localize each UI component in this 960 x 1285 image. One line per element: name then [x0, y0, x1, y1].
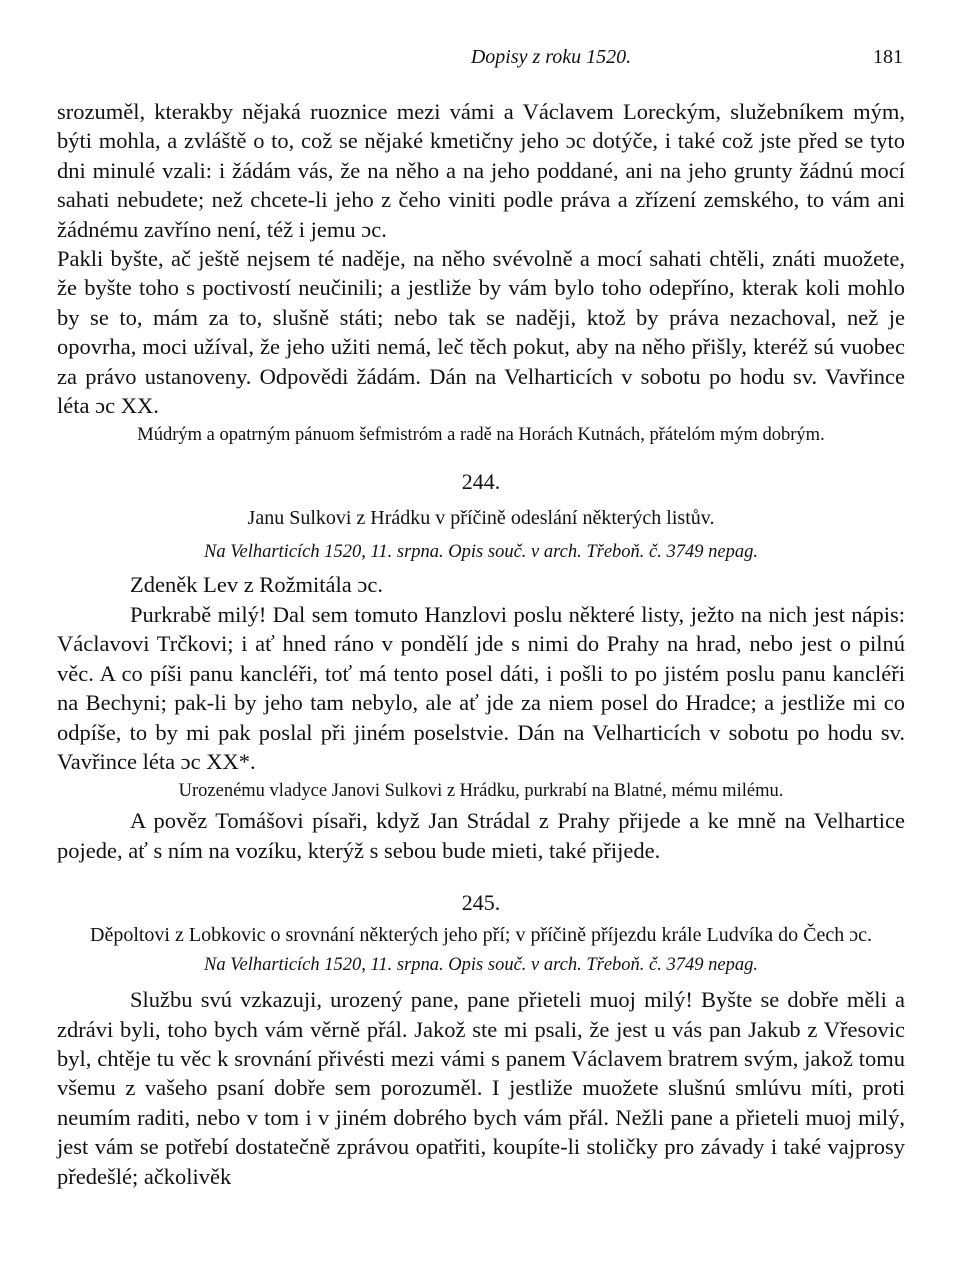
letter-244-address: Urozenému vladyce Janovi Sulkovi z Hrádku, purkrabí na Blatné, mému milému.	[178, 781, 784, 802]
running-head-title: Dopisy z roku 1520.	[470, 46, 632, 68]
letter-244	[57, 468, 905, 865]
letter-244-source: Na Velharticích 1520, 11. srpna. Opis souč. v arch. Třeboň. č. 3749 nepag.	[204, 542, 758, 563]
page-number: 181	[873, 46, 903, 68]
letter-244-number: 244.	[461, 469, 501, 495]
letter-245-number: 245.	[461, 890, 501, 916]
letter-244-title: Janu Sulkovi z Hrádku v příčině odeslání některých listův.	[247, 507, 715, 530]
letter-244-postscript: A pověz Tomášovi písaři, když Jan Strádal z Prahy přijede a ke mně na Velhartice pojede, ať s ním na vozíku, kterýž s sebou bude mieti, také přijede.	[57, 808, 905, 863]
letter-245-title: Děpoltovi z Lobkovic o srovnání některých jeho pří; v příčině příjezdu krále Ludvíka do Čech ɔc.	[90, 924, 872, 947]
letter-245	[57, 889, 905, 1191]
letter-244-paragraph-1: Purkrabě milý! Dal sem tomuto Hanzlovi poslu některé listy, ježto na nich jest nápis: Václavovi Trčkovi; i ať hned ráno v pondělí jde s nimi do Prahy na hrad, nebo jest o pilnú věc. A co píši panu kancléři, toť má tento posel dáti, i pošli to po jistém poslu panu kancléři na Bechyni; pak-li by jeho tam nebylo, ale ať jde za niem posel do Hradce; a jestliže mi co odpíše, to by mi pak poslal při jiném poselstvie. Dán na Velharticích v sobotu po hodu sv. Vavřince léta ɔc XX*.	[57, 601, 905, 774]
running-head	[57, 40, 905, 80]
letter-243-continuation	[57, 97, 905, 448]
letter-243-paragraph-1: srozuměl, kterakby nějaká ruoznice mezi vámi a Václavem Loreckým, služebníkem mým, býti mohla, a zvláště o to, což se nějaké kmetičny jeho ɔc dotýče, i také což jste před se tyto dni minulé vzali: i žádám vás, že na něho a na jeho poddané, ani na jeho grunty žádnú mocí sahati nebudete; než chcete-li jeho z čeho viniti podle práva a zřízení zemského, to vám ani žádnému zavříno není, též i jemu ɔc.	[57, 99, 905, 242]
letter-245-source: Na Velharticích 1520, 11. srpna. Opis souč. v arch. Třeboň. č. 3749 nepag.	[204, 955, 758, 976]
letter-244-sender: Zdeněk Lev z Rožmitála ɔc.	[130, 572, 384, 598]
letter-243-paragraph-2: Pakli byšte, ač ještě nejsem té naděje, na něho svévolně a mocí sahati chtěli, znáti muožete, že byšte toho s poctivostí neučinili; a jestliže by vám bylo toho odepříno, kterak koli mohlo by se to, mám za to, slušně státi; nebo tak se naději, ktož by práva nezachoval, než je opovrha, moci užíval, že jeho užiti nemá, leč těch pokut, aby na něho přišly, kteréž sú vuobec za právo ustanoveny. Odpovědi žádám. Dán na Velharticích v sobotu po hodu sv. Vavřince léta ɔc XX.	[57, 246, 905, 419]
letter-245-paragraph-1: Službu svú vzkazuji, urozený pane, pane přieteli muoj milý! Byšte se dobře měli a zdrávi byli, toho bych vám věrně přál. Jakož ste mi psali, že jest u vás pan Jakub z Vřesovic byl, chtěje tu věc k srovnání přivésti mezi vámi s panem Václavem bratrem svým, jakož tomu všemu z vašeho psaní dobře sem porozuměl. I jestliže muožete slušnú smlúvu míti, proti neumím raditi, nebo v tom i v jiném dobrého bych vám přál. Nežli pane a přieteli muoj milý, jest vám se potřebí dostatečně zprávou opatřiti, koupíte-li stoličky pro závady i také vajprosy předešlé; ačkolivěk	[57, 987, 905, 1189]
letter-243-address: Múdrým a opatrným pánuom šefmistróm a radě na Horách Kutnách, přátelóm mým dobrým.	[137, 425, 825, 446]
